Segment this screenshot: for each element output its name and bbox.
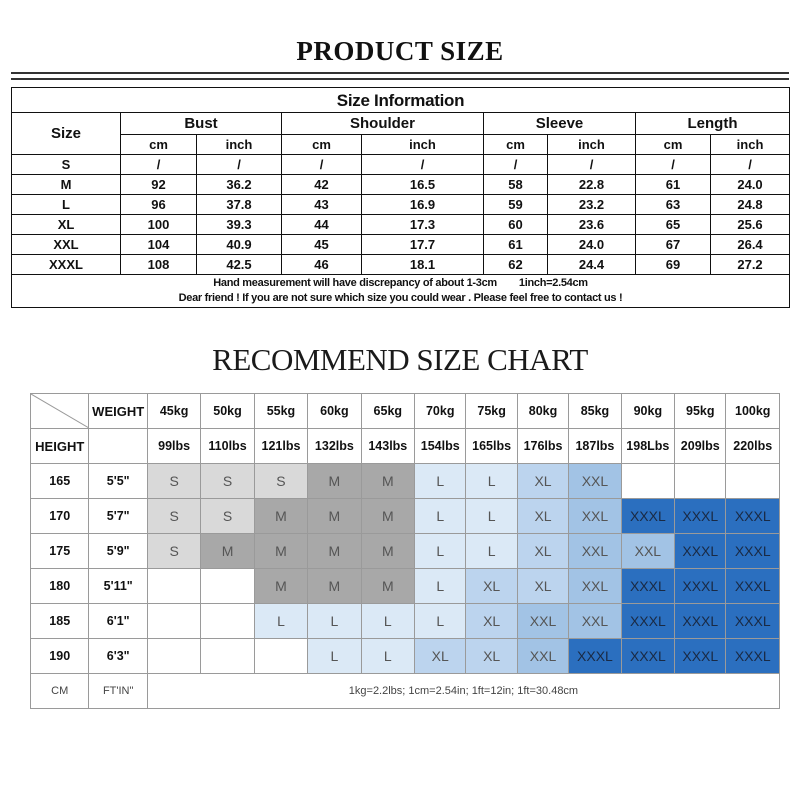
unit-inch-header: inch (548, 135, 636, 155)
size-recommendation-cell: XXL (569, 534, 621, 569)
measurement-cell: 108 (121, 255, 197, 275)
size-recommendation-cell: S (201, 464, 254, 499)
weight-kg-header: 85kg (569, 394, 621, 429)
weight-lbs-header: 132lbs (308, 429, 361, 464)
measurement-cell: 17.7 (362, 235, 484, 255)
size-recommendation-cell: XXL (621, 534, 674, 569)
size-recommendation-cell: XL (415, 639, 466, 674)
size-recommendation-cell: XL (517, 569, 568, 604)
measurement-cell: 42 (282, 175, 362, 195)
size-recommendation-cell: XXXL (621, 569, 674, 604)
measurement-cell: 25.6 (711, 215, 790, 235)
measurement-cell: 23.6 (548, 215, 636, 235)
measurement-cell: 27.2 (711, 255, 790, 275)
measurement-cell: 37.8 (197, 195, 282, 215)
measurement-cell: 46 (282, 255, 362, 275)
measurement-cell: 39.3 (197, 215, 282, 235)
measurement-cell: 67 (636, 235, 711, 255)
size-column-header: Size (12, 113, 121, 155)
empty-cell (201, 569, 254, 604)
height-cm-cell: 170 (31, 499, 89, 534)
measurement-cell: / (362, 155, 484, 175)
empty-cell (675, 464, 726, 499)
size-recommendation-cell: L (466, 499, 517, 534)
height-ft-cell: 5'11" (89, 569, 147, 604)
size-recommendation-cell: XXL (569, 604, 621, 639)
size-recommendation-cell: XXXL (675, 604, 726, 639)
size-recommendation-cell: XXL (569, 464, 621, 499)
conversion-note: 1kg=2.2lbs; 1cm=2.54in; 1ft=12in; 1ft=30.48cm (147, 674, 779, 709)
size-recommendation-cell: L (415, 534, 466, 569)
blank-cell (89, 429, 147, 464)
height-cm-cell: 185 (31, 604, 89, 639)
height-row (31, 464, 780, 499)
weight-kg-header: 45kg (147, 394, 200, 429)
size-row (12, 215, 790, 235)
measurement-cell: 59 (484, 195, 548, 215)
empty-cell (147, 569, 200, 604)
weight-lbs-header: 165lbs (466, 429, 517, 464)
cm-label: CM (31, 674, 89, 709)
size-recommendation-cell: M (254, 499, 307, 534)
weight-label: WEIGHT (89, 394, 147, 429)
height-cm-cell: 175 (31, 534, 89, 569)
sleeve-header: Sleeve (484, 113, 636, 135)
size-row (12, 235, 790, 255)
height-row (31, 569, 780, 604)
measurement-cell: / (711, 155, 790, 175)
weight-kg-header: 100kg (726, 394, 780, 429)
measurement-cell: 61 (484, 235, 548, 255)
size-recommendation-cell: L (361, 639, 414, 674)
recommend-size-chart-title: RECOMMEND SIZE CHART (212, 342, 588, 377)
weight-lbs-header: 143lbs (361, 429, 414, 464)
weight-lbs-header: 198Lbs (621, 429, 674, 464)
measurement-cell: 44 (282, 215, 362, 235)
notes-cell (12, 275, 790, 308)
measurement-cell: / (636, 155, 711, 175)
size-recommendation-cell: XXL (569, 569, 621, 604)
size-recommendation-cell: XXXL (726, 534, 780, 569)
measurement-cell: 63 (636, 195, 711, 215)
size-recommendation-cell: XXXL (621, 499, 674, 534)
empty-cell (201, 639, 254, 674)
size-information-table (11, 87, 790, 308)
size-label-cell: XXL (12, 235, 121, 255)
empty-cell (147, 639, 200, 674)
weight-lbs-header: 110lbs (201, 429, 254, 464)
measurement-cell: 36.2 (197, 175, 282, 195)
measurement-cell: 22.8 (548, 175, 636, 195)
weight-lbs-header: 176lbs (517, 429, 568, 464)
weight-kg-header: 75kg (466, 394, 517, 429)
height-cm-cell: 165 (31, 464, 89, 499)
size-recommendation-cell: L (466, 534, 517, 569)
size-recommendation-cell: S (201, 499, 254, 534)
measurement-cell: 16.5 (362, 175, 484, 195)
size-recommendation-cell: XXL (517, 639, 568, 674)
weight-kg-header: 50kg (201, 394, 254, 429)
size-recommendation-cell: XL (466, 569, 517, 604)
weight-lbs-header: 121lbs (254, 429, 307, 464)
measurement-cell: 65 (636, 215, 711, 235)
size-recommendation-cell: L (415, 569, 466, 604)
height-ft-cell: 5'5" (89, 464, 147, 499)
measurement-cell: 17.3 (362, 215, 484, 235)
height-ft-cell: 6'3" (89, 639, 147, 674)
size-recommendation-cell: M (361, 569, 414, 604)
weight-kg-header: 55kg (254, 394, 307, 429)
size-label-cell: S (12, 155, 121, 175)
size-recommendation-cell: L (254, 604, 307, 639)
empty-cell (621, 464, 674, 499)
measurement-cell: 100 (121, 215, 197, 235)
measurement-cell: / (484, 155, 548, 175)
size-recommendation-cell: S (254, 464, 307, 499)
product-size-title: PRODUCT SIZE (296, 36, 504, 66)
unit-cm-header: cm (282, 135, 362, 155)
unit-inch-header: inch (711, 135, 790, 155)
measurement-cell: 24.0 (548, 235, 636, 255)
size-information-caption: Size Information (12, 88, 790, 113)
height-cm-cell: 190 (31, 639, 89, 674)
size-recommendation-cell: XL (517, 499, 568, 534)
measurement-cell: 26.4 (711, 235, 790, 255)
measurement-cell: 96 (121, 195, 197, 215)
weight-lbs-header: 187lbs (569, 429, 621, 464)
size-recommendation-cell: M (308, 569, 361, 604)
size-recommendation-cell: S (147, 534, 200, 569)
size-recommendation-cell: L (308, 604, 361, 639)
size-recommendation-cell: XXXL (675, 639, 726, 674)
contact-note: Dear friend ! If you are not sure which size you could wear . Please feel free to contact us ! (178, 292, 623, 304)
measurement-cell: 18.1 (362, 255, 484, 275)
size-recommendation-cell: M (308, 534, 361, 569)
size-recommendation-cell: L (415, 464, 466, 499)
size-recommendation-cell: XXXL (621, 604, 674, 639)
weight-lbs-header: 154lbs (415, 429, 466, 464)
size-recommendation-cell: L (361, 604, 414, 639)
empty-cell (254, 639, 307, 674)
measurement-cell: 62 (484, 255, 548, 275)
measurement-cell: 24.0 (711, 175, 790, 195)
weight-kg-header: 70kg (415, 394, 466, 429)
size-recommendation-cell: XXXL (675, 534, 726, 569)
size-recommendation-cell: XXXL (621, 639, 674, 674)
measurement-cell: 23.2 (548, 195, 636, 215)
measurement-cell: / (121, 155, 197, 175)
size-recommendation-cell: M (254, 534, 307, 569)
measurement-cell: / (197, 155, 282, 175)
size-label-cell: M (12, 175, 121, 195)
size-recommendation-cell: M (361, 464, 414, 499)
size-recommendation-cell: XXXL (726, 639, 780, 674)
measurement-cell: 40.9 (197, 235, 282, 255)
height-ft-cell: 5'9" (89, 534, 147, 569)
measurement-cell: 42.5 (197, 255, 282, 275)
size-recommendation-cell: S (147, 499, 200, 534)
weight-lbs-header: 209lbs (675, 429, 726, 464)
size-row (12, 255, 790, 275)
height-row (31, 499, 780, 534)
size-label-cell: XXXL (12, 255, 121, 275)
recommend-size-chart-table (30, 393, 780, 709)
measurement-cell: 61 (636, 175, 711, 195)
size-recommendation-cell: XXXL (726, 569, 780, 604)
measurement-cell: 60 (484, 215, 548, 235)
size-recommendation-cell: XXL (569, 499, 621, 534)
size-recommendation-cell: L (308, 639, 361, 674)
size-recommendation-cell: XL (517, 534, 568, 569)
size-recommendation-cell: L (415, 604, 466, 639)
height-row (31, 604, 780, 639)
height-cm-cell: 180 (31, 569, 89, 604)
weight-kg-header: 95kg (675, 394, 726, 429)
size-row (12, 195, 790, 215)
empty-cell (147, 604, 200, 639)
size-recommendation-cell: M (308, 499, 361, 534)
empty-cell (726, 464, 780, 499)
unit-inch-header: inch (362, 135, 484, 155)
size-recommendation-cell: XXL (517, 604, 568, 639)
size-recommendation-cell: XXXL (675, 499, 726, 534)
height-label: HEIGHT (31, 429, 89, 464)
size-recommendation-cell: XXXL (726, 499, 780, 534)
size-recommendation-cell: XXXL (726, 604, 780, 639)
size-recommendation-cell: L (466, 464, 517, 499)
weight-lbs-header: 99lbs (147, 429, 200, 464)
unit-inch-header: inch (197, 135, 282, 155)
size-recommendation-cell: S (147, 464, 200, 499)
measurement-cell: / (282, 155, 362, 175)
measurement-cell: 92 (121, 175, 197, 195)
corner-cell (31, 394, 89, 429)
weight-kg-header: 80kg (517, 394, 568, 429)
height-row (31, 534, 780, 569)
measurement-cell: 24.8 (711, 195, 790, 215)
ftin-label: FT'IN" (89, 674, 147, 709)
size-recommendation-cell: XXXL (569, 639, 621, 674)
empty-cell (201, 604, 254, 639)
length-header: Length (636, 113, 790, 135)
bust-header: Bust (121, 113, 282, 135)
height-ft-cell: 6'1" (89, 604, 147, 639)
shoulder-header: Shoulder (282, 113, 484, 135)
unit-cm-header: cm (121, 135, 197, 155)
measurement-cell: 69 (636, 255, 711, 275)
weight-kg-header: 60kg (308, 394, 361, 429)
size-recommendation-cell: M (201, 534, 254, 569)
height-row (31, 639, 780, 674)
unit-cm-header: cm (484, 135, 548, 155)
measurement-cell: / (548, 155, 636, 175)
measurement-note: Hand measurement will have discrepancy of about 1-3cm 1inch=2.54cm (213, 277, 588, 289)
measurement-cell: 24.4 (548, 255, 636, 275)
measurement-cell: 104 (121, 235, 197, 255)
weight-kg-header: 90kg (621, 394, 674, 429)
size-row (12, 155, 790, 175)
unit-cm-header: cm (636, 135, 711, 155)
height-ft-cell: 5'7" (89, 499, 147, 534)
measurement-cell: 43 (282, 195, 362, 215)
size-recommendation-cell: M (254, 569, 307, 604)
notes-row (12, 275, 790, 308)
title-divider-top (11, 72, 789, 74)
measurement-cell: 16.9 (362, 195, 484, 215)
size-recommendation-cell: XL (466, 604, 517, 639)
size-recommendation-cell: L (415, 499, 466, 534)
size-recommendation-cell: M (361, 534, 414, 569)
conversion-row (31, 674, 780, 709)
size-recommendation-cell: M (361, 499, 414, 534)
size-row (12, 175, 790, 195)
size-recommendation-cell: XXXL (675, 569, 726, 604)
size-recommendation-cell: XL (517, 464, 568, 499)
size-label-cell: L (12, 195, 121, 215)
size-recommendation-cell: XL (466, 639, 517, 674)
weight-lbs-header: 220lbs (726, 429, 780, 464)
corner-diagonal (31, 394, 89, 428)
measurement-cell: 58 (484, 175, 548, 195)
size-label-cell: XL (12, 215, 121, 235)
measurement-cell: 45 (282, 235, 362, 255)
title-divider-bottom (11, 78, 789, 80)
weight-kg-header: 65kg (361, 394, 414, 429)
size-recommendation-cell: M (308, 464, 361, 499)
